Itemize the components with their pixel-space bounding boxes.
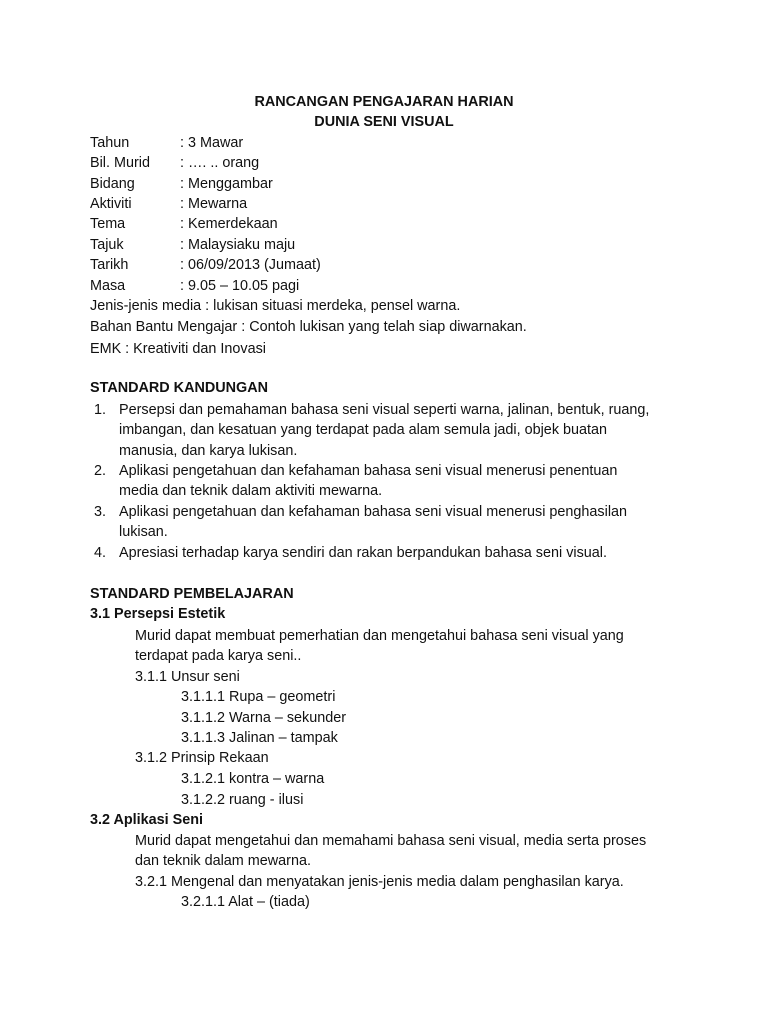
- prinsip-rekaan-heading: 3.1.2 Prinsip Rekaan: [135, 750, 269, 766]
- unsur-seni-heading: 3.1.1 Unsur seni: [135, 669, 240, 685]
- field-label: Masa: [90, 278, 126, 294]
- list-number: 4.: [94, 545, 107, 561]
- section-3-2-desc: dan teknik dalam mewarna.: [135, 853, 311, 869]
- section-3-1-desc: terdapat pada karya seni..: [135, 648, 302, 664]
- field-label: Aktiviti: [90, 196, 132, 212]
- field-value: : 3 Mawar: [180, 135, 244, 151]
- field-row: [90, 194, 247, 214]
- section-3-2-desc: Murid dapat mengetahui dan memahami bahasa seni visual, media serta proses: [135, 833, 647, 849]
- field-label: Bidang: [90, 176, 135, 192]
- field-value: : 9.05 – 10.05 pagi: [180, 278, 300, 294]
- field-value: : 06/09/2013 (Jumaat): [180, 257, 321, 273]
- standard-kandungan-heading: STANDARD KANDUNGAN: [90, 380, 269, 396]
- field-row: [90, 255, 321, 275]
- section-3-2-1-heading: 3.2.1 Mengenal dan menyatakan jenis-jenis media dalam penghasilan karya.: [135, 874, 624, 890]
- field-label: Tahun: [90, 135, 130, 151]
- field-label: Tarikh: [90, 257, 129, 273]
- list-item-line: Apresiasi terhadap karya sendiri dan rakan berpandukan bahasa seni visual.: [119, 545, 607, 561]
- field-value: : …. .. orang: [180, 155, 260, 171]
- field-row: [90, 214, 278, 234]
- field-row: [90, 133, 243, 153]
- document-title: RANCANGAN PENGAJARAN HARIAN: [254, 94, 514, 110]
- list-item-line: lukisan.: [119, 524, 168, 540]
- field-label: Tema: [90, 216, 126, 232]
- field-label: Tajuk: [90, 237, 124, 253]
- emk-line: EMK : Kreativiti dan Inovasi: [90, 341, 266, 357]
- section-3-1-heading: 3.1 Persepsi Estetik: [90, 606, 226, 622]
- section-3-2-heading: 3.2 Aplikasi Seni: [90, 812, 204, 828]
- unsur-item: 3.1.1.1 Rupa – geometri: [181, 689, 336, 705]
- field-row: [90, 174, 273, 194]
- list-number: 2.: [94, 463, 107, 479]
- sub-item: 3.2.1.1 Alat – (tiada): [181, 894, 310, 910]
- list-item-line: Persepsi dan pemahaman bahasa seni visual seperti warna, jalinan, bentuk, ruang,: [119, 402, 650, 418]
- unsur-item: 3.1.1.2 Warna – sekunder: [181, 710, 347, 726]
- section-3-1-desc: Murid dapat membuat pemerhatian dan mengetahui bahasa seni visual yang: [135, 628, 624, 644]
- field-row: [90, 276, 299, 296]
- media-line: Jenis-jenis media : lukisan situasi merdeka, pensel warna.: [90, 298, 461, 314]
- list-item-line: manusia, dan karya lukisan.: [119, 443, 298, 459]
- field-value: : Mewarna: [180, 196, 248, 212]
- list-item-line: imbangan, dan kesatuan yang terdapat pada alam semula jadi, objek buatan: [119, 422, 608, 438]
- list-item-line: Aplikasi pengetahuan dan kefahaman bahasa seni visual menerusi penentuan: [119, 463, 618, 479]
- prinsip-item: 3.1.2.1 kontra – warna: [181, 771, 325, 787]
- field-value: : Menggambar: [180, 176, 273, 192]
- field-label: Bil. Murid: [90, 155, 150, 171]
- prinsip-item: 3.1.2.2 ruang - ilusi: [181, 792, 304, 808]
- list-number: 1.: [94, 402, 107, 418]
- document-subtitle: DUNIA SENI VISUAL: [314, 114, 454, 130]
- field-row: [90, 153, 259, 173]
- list-item-line: media dan teknik dalam aktiviti mewarna.: [119, 483, 383, 499]
- field-value: : Malaysiaku maju: [180, 237, 296, 253]
- standard-pembelajaran-heading: STANDARD PEMBELAJARAN: [90, 586, 294, 602]
- list-number: 3.: [94, 504, 107, 520]
- field-value: : Kemerdekaan: [180, 216, 278, 232]
- field-row: [90, 235, 295, 255]
- list-item-line: Aplikasi pengetahuan dan kefahaman bahasa seni visual menerusi penghasilan: [119, 504, 628, 520]
- bbm-line: Bahan Bantu Mengajar : Contoh lukisan yang telah siap diwarnakan.: [90, 319, 527, 335]
- unsur-item: 3.1.1.3 Jalinan – tampak: [181, 730, 338, 746]
